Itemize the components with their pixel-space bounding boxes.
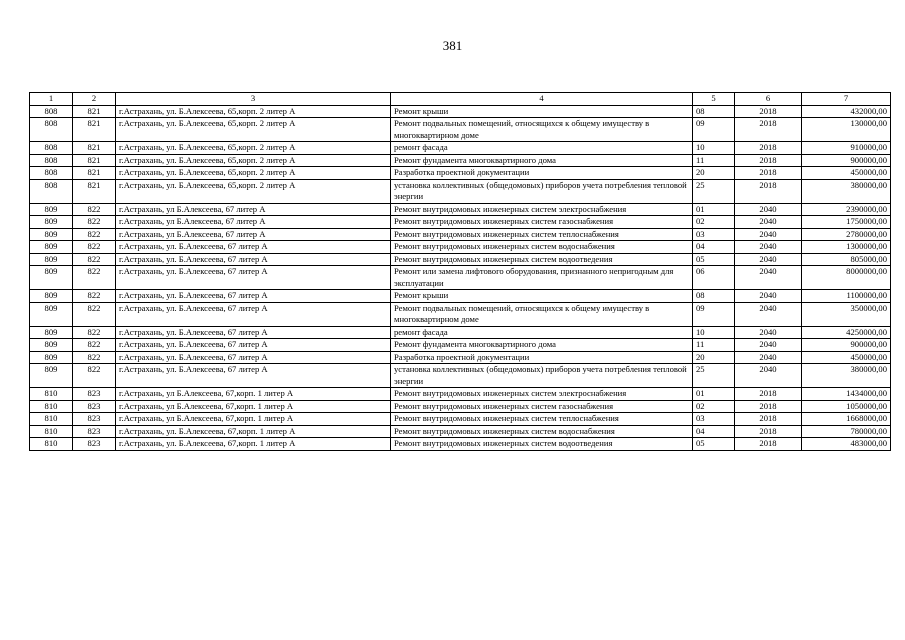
year-cell: 2018 (735, 154, 802, 167)
year-cell: 2018 (735, 388, 802, 401)
work-type-cell: Разработка проектной документации (391, 167, 693, 180)
address-cell: г.Астрахань, ул. Б.Алексеева, 67 литер А (116, 339, 391, 352)
house-number-cell: 821 (73, 154, 116, 167)
cost-cell: 1300000,00 (802, 241, 891, 254)
column-header: 3 (116, 93, 391, 106)
address-cell: г.Астрахань, ул Б.Алексеева, 67 литер А (116, 216, 391, 229)
year-cell: 2018 (735, 105, 802, 118)
cost-cell: 380000,00 (802, 179, 891, 203)
work-code-cell: 03 (693, 413, 735, 426)
cost-cell: 450000,00 (802, 351, 891, 364)
house-number-cell: 822 (73, 216, 116, 229)
year-cell: 2018 (735, 118, 802, 142)
work-type-cell: Ремонт внутридомовых инженерных систем теплоснабжения (391, 228, 693, 241)
work-code-cell: 04 (693, 425, 735, 438)
work-type-cell: Ремонт внутридомовых инженерных систем водоотведения (391, 438, 693, 451)
work-type-cell: ремонт фасада (391, 326, 693, 339)
work-code-cell: 25 (693, 179, 735, 203)
table-row (30, 253, 891, 266)
table-row (30, 413, 891, 426)
year-cell: 2018 (735, 167, 802, 180)
row-number-cell: 810 (30, 388, 73, 401)
year-cell: 2040 (735, 203, 802, 216)
work-code-cell: 02 (693, 216, 735, 229)
address-cell: г.Астрахань, ул Б.Алексеева, 67,корп. 1 литер А (116, 413, 391, 426)
address-cell: г.Астрахань, ул Б.Алексеева, 67,корп. 1 литер А (116, 400, 391, 413)
table-row (30, 364, 891, 388)
address-cell: г.Астрахань, ул. Б.Алексеева, 67,корп. 1 литер А (116, 438, 391, 451)
work-code-cell: 10 (693, 326, 735, 339)
table-row (30, 216, 891, 229)
cost-cell: 380000,00 (802, 364, 891, 388)
address-cell: г.Астрахань, ул. Б.Алексеева, 67 литер А (116, 253, 391, 266)
address-cell: г.Астрахань, ул. Б.Алексеева, 67 литер А (116, 302, 391, 326)
house-number-cell: 822 (73, 203, 116, 216)
work-type-cell: Ремонт подвальных помещений, относящихся к общему имуществу в многоквартирном доме (391, 118, 693, 142)
cost-cell: 1668000,00 (802, 413, 891, 426)
table-row (30, 179, 891, 203)
cost-cell: 780000,00 (802, 425, 891, 438)
house-number-cell: 822 (73, 253, 116, 266)
cost-cell: 910000,00 (802, 142, 891, 155)
row-number-cell: 809 (30, 364, 73, 388)
address-cell: г.Астрахань, ул. Б.Алексеева, 67 литер А (116, 364, 391, 388)
row-number-cell: 809 (30, 326, 73, 339)
row-number-cell: 809 (30, 266, 73, 290)
cost-cell: 432000,00 (802, 105, 891, 118)
year-cell: 2040 (735, 228, 802, 241)
table-row (30, 105, 891, 118)
year-cell: 2018 (735, 413, 802, 426)
cost-cell: 483000,00 (802, 438, 891, 451)
cost-cell: 2780000,00 (802, 228, 891, 241)
cost-cell: 900000,00 (802, 154, 891, 167)
house-number-cell: 822 (73, 290, 116, 303)
house-number-cell: 822 (73, 339, 116, 352)
year-cell: 2040 (735, 326, 802, 339)
table-row (30, 302, 891, 326)
page-number: 381 (442, 38, 463, 53)
work-code-cell: 20 (693, 351, 735, 364)
table-row (30, 167, 891, 180)
house-number-cell: 823 (73, 438, 116, 451)
address-cell: г.Астрахань, ул Б.Алексеева, 67 литер А (116, 203, 391, 216)
work-type-cell: установка коллективных (общедомовых) приборов учета потребления тепловой энергии (391, 364, 693, 388)
work-code-cell: 09 (693, 118, 735, 142)
house-number-cell: 821 (73, 118, 116, 142)
row-number-cell: 809 (30, 339, 73, 352)
address-cell: г.Астрахань, ул. Б.Алексеева, 67,корп. 1 литер А (116, 425, 391, 438)
address-cell: г.Астрахань, ул. Б.Алексеева, 67 литер А (116, 241, 391, 254)
table-row (30, 203, 891, 216)
row-number-cell: 808 (30, 154, 73, 167)
work-type-cell: Ремонт фундамента многоквартирного дома (391, 154, 693, 167)
house-number-cell: 822 (73, 241, 116, 254)
cost-cell: 1050000,00 (802, 400, 891, 413)
work-code-cell: 20 (693, 167, 735, 180)
row-number-cell: 809 (30, 253, 73, 266)
work-type-cell: Разработка проектной документации (391, 351, 693, 364)
cost-cell: 1750000,00 (802, 216, 891, 229)
work-type-cell: Ремонт фундамента многоквартирного дома (391, 339, 693, 352)
column-header: 7 (802, 93, 891, 106)
house-number-cell: 823 (73, 425, 116, 438)
work-type-cell: Ремонт внутридомовых инженерных систем водоотведения (391, 253, 693, 266)
row-number-cell: 808 (30, 118, 73, 142)
address-cell: г.Астрахань, ул. Б.Алексеева, 65,корп. 2 литер А (116, 118, 391, 142)
house-number-cell: 821 (73, 179, 116, 203)
work-code-cell: 08 (693, 290, 735, 303)
address-cell: г.Астрахань, ул. Б.Алексеева, 65,корп. 2 литер А (116, 154, 391, 167)
work-type-cell: Ремонт внутридомовых инженерных систем водоснабжения (391, 241, 693, 254)
row-number-cell: 809 (30, 216, 73, 229)
year-cell: 2018 (735, 425, 802, 438)
house-number-cell: 822 (73, 302, 116, 326)
row-number-cell: 809 (30, 351, 73, 364)
house-number-cell: 822 (73, 266, 116, 290)
table-row (30, 290, 891, 303)
work-type-cell: Ремонт внутридомовых инженерных систем электроснабжения (391, 388, 693, 401)
column-header: 6 (735, 93, 802, 106)
work-type-cell: ремонт фасада (391, 142, 693, 155)
row-number-cell: 809 (30, 241, 73, 254)
table-row (30, 241, 891, 254)
work-type-cell: Ремонт крыши (391, 290, 693, 303)
row-number-cell: 808 (30, 167, 73, 180)
address-cell: г.Астрахань, ул. Б.Алексеева, 65,корп. 2 литер А (116, 142, 391, 155)
house-number-cell: 821 (73, 167, 116, 180)
row-number-cell: 808 (30, 105, 73, 118)
cost-cell: 8000000,00 (802, 266, 891, 290)
work-code-cell: 06 (693, 266, 735, 290)
work-code-cell: 02 (693, 400, 735, 413)
table-row (30, 142, 891, 155)
year-cell: 2018 (735, 142, 802, 155)
address-cell: г.Астрахань, ул. Б.Алексеева, 67 литер А (116, 266, 391, 290)
year-cell: 2040 (735, 266, 802, 290)
table-row (30, 118, 891, 142)
house-number-cell: 823 (73, 413, 116, 426)
address-cell: г.Астрахань, ул. Б.Алексеева, 65,корп. 2 литер А (116, 105, 391, 118)
table-row (30, 266, 891, 290)
address-cell: г.Астрахань, ул. Б.Алексеева, 67 литер А (116, 290, 391, 303)
year-cell: 2040 (735, 351, 802, 364)
work-type-cell: Ремонт крыши (391, 105, 693, 118)
column-number-row (30, 93, 891, 106)
year-cell: 2040 (735, 290, 802, 303)
column-header: 1 (30, 93, 73, 106)
work-type-cell: установка коллективных (общедомовых) приборов учета потребления тепловой энергии (391, 179, 693, 203)
year-cell: 2040 (735, 339, 802, 352)
cost-cell: 805000,00 (802, 253, 891, 266)
address-cell: г.Астрахань, ул Б.Алексеева, 67,корп. 1 литер А (116, 388, 391, 401)
row-number-cell: 808 (30, 142, 73, 155)
work-type-cell: Ремонт или замена лифтового оборудования, признанного непригодным для эксплуатации (391, 266, 693, 290)
year-cell: 2018 (735, 400, 802, 413)
work-code-cell: 08 (693, 105, 735, 118)
work-code-cell: 05 (693, 438, 735, 451)
cost-cell: 450000,00 (802, 167, 891, 180)
year-cell: 2018 (735, 438, 802, 451)
table-row (30, 326, 891, 339)
repair-schedule-table (29, 92, 891, 451)
house-number-cell: 822 (73, 351, 116, 364)
address-cell: г.Астрахань, ул. Б.Алексеева, 67 литер А (116, 351, 391, 364)
work-type-cell: Ремонт внутридомовых инженерных систем теплоснабжения (391, 413, 693, 426)
work-type-cell: Ремонт внутридомовых инженерных систем газоснабжения (391, 400, 693, 413)
year-cell: 2040 (735, 364, 802, 388)
cost-cell: 350000,00 (802, 302, 891, 326)
row-number-cell: 808 (30, 179, 73, 203)
address-cell: г.Астрахань, ул. Б.Алексеева, 67 литер А (116, 326, 391, 339)
address-cell: г.Астрахань, ул Б.Алексеева, 67 литер А (116, 228, 391, 241)
year-cell: 2040 (735, 216, 802, 229)
table-row (30, 351, 891, 364)
work-code-cell: 11 (693, 339, 735, 352)
work-type-cell: Ремонт внутридомовых инженерных систем водоснабжения (391, 425, 693, 438)
row-number-cell: 810 (30, 438, 73, 451)
row-number-cell: 810 (30, 413, 73, 426)
work-code-cell: 09 (693, 302, 735, 326)
address-cell: г.Астрахань, ул. Б.Алексеева, 65,корп. 2 литер А (116, 179, 391, 203)
work-type-cell: Ремонт внутридомовых инженерных систем газоснабжения (391, 216, 693, 229)
house-number-cell: 822 (73, 326, 116, 339)
row-number-cell: 809 (30, 203, 73, 216)
column-header: 5 (693, 93, 735, 106)
column-header: 4 (391, 93, 693, 106)
table-row (30, 388, 891, 401)
house-number-cell: 821 (73, 105, 116, 118)
work-code-cell: 25 (693, 364, 735, 388)
cost-cell: 4250000,00 (802, 326, 891, 339)
row-number-cell: 809 (30, 302, 73, 326)
work-code-cell: 10 (693, 142, 735, 155)
work-type-cell: Ремонт внутридомовых инженерных систем электроснабжения (391, 203, 693, 216)
row-number-cell: 810 (30, 425, 73, 438)
year-cell: 2040 (735, 253, 802, 266)
work-code-cell: 05 (693, 253, 735, 266)
cost-cell: 130000,00 (802, 118, 891, 142)
row-number-cell: 810 (30, 400, 73, 413)
row-number-cell: 809 (30, 290, 73, 303)
work-type-cell: Ремонт подвальных помещений, относящихся к общему имуществу в многоквартирном доме (391, 302, 693, 326)
house-number-cell: 823 (73, 400, 116, 413)
house-number-cell: 821 (73, 142, 116, 155)
table-row (30, 228, 891, 241)
row-number-cell: 809 (30, 228, 73, 241)
cost-cell: 1434000,00 (802, 388, 891, 401)
column-header: 2 (73, 93, 116, 106)
cost-cell: 2390000,00 (802, 203, 891, 216)
cost-cell: 1100000,00 (802, 290, 891, 303)
year-cell: 2040 (735, 241, 802, 254)
year-cell: 2018 (735, 179, 802, 203)
house-number-cell: 822 (73, 364, 116, 388)
house-number-cell: 823 (73, 388, 116, 401)
work-code-cell: 11 (693, 154, 735, 167)
year-cell: 2040 (735, 302, 802, 326)
work-code-cell: 01 (693, 203, 735, 216)
table-row (30, 339, 891, 352)
work-code-cell: 04 (693, 241, 735, 254)
table-row (30, 438, 891, 451)
work-code-cell: 01 (693, 388, 735, 401)
table-row (30, 154, 891, 167)
cost-cell: 900000,00 (802, 339, 891, 352)
address-cell: г.Астрахань, ул. Б.Алексеева, 65,корп. 2 литер А (116, 167, 391, 180)
house-number-cell: 822 (73, 228, 116, 241)
table-row (30, 425, 891, 438)
table-row (30, 400, 891, 413)
work-code-cell: 03 (693, 228, 735, 241)
